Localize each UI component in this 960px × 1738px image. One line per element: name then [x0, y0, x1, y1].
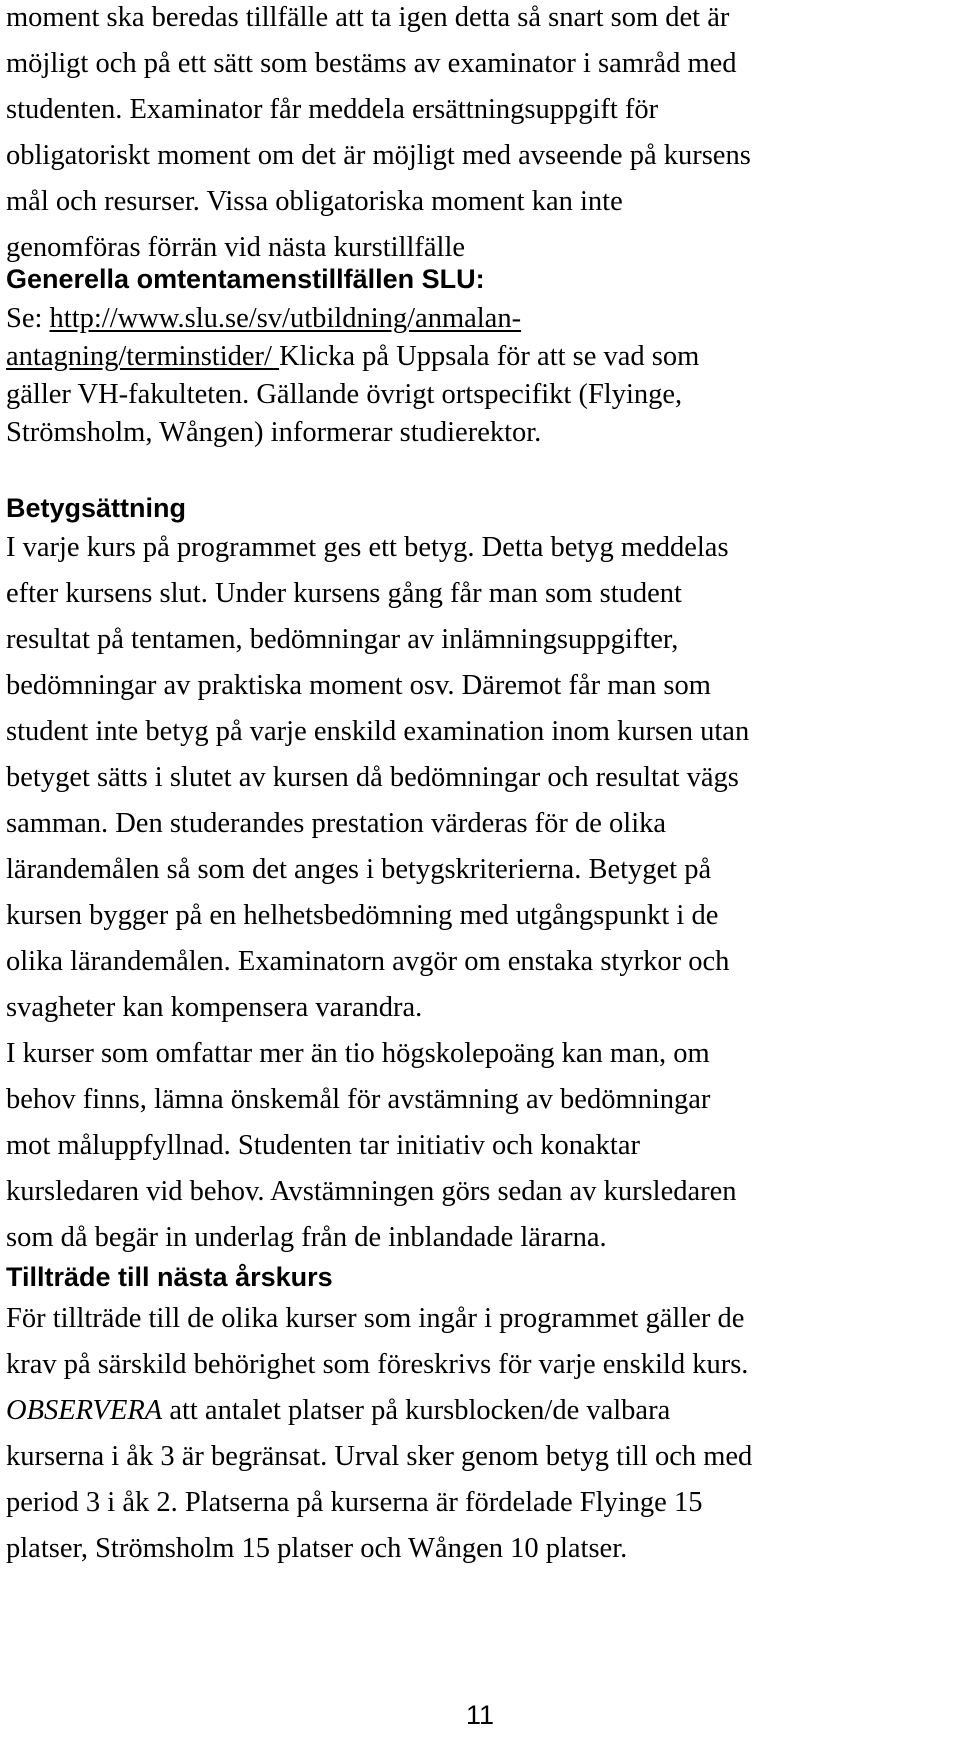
text-line: I varje kurs på programmet ges ett betyg. Detta betyg meddelas: [6, 532, 729, 563]
section-heading-slu: Generella omtentamenstillfällen SLU:: [6, 264, 485, 294]
text-line: Strömsholm, Wången) informerar studierektor.: [6, 417, 542, 448]
text-line: studenten. Examinator får meddela ersättningsuppgift för: [6, 94, 659, 125]
betyg-paragraph: [6, 525, 954, 1261]
terminstider-link[interactable]: http://www.slu.se/sv/utbildning/anmalan-: [49, 303, 522, 334]
link-trailing-text: Klicka på Uppsala för att se vad som: [279, 341, 700, 372]
text-line: behov finns, lämna önskemål för avstämning av bedömningar: [6, 1084, 711, 1115]
text-line: lärandemålen så som det anges i betygskriterierna. Betyget på: [6, 854, 712, 885]
text-line: mot måluppfyllnad. Studenten tar initiativ och konaktar: [6, 1130, 640, 1161]
intro-paragraph: [6, 0, 954, 271]
see-prefix: Se:: [6, 303, 50, 334]
slu-paragraph: [6, 300, 954, 452]
text-line: student inte betyg på varje enskild examination inom kursen utan: [6, 716, 750, 747]
text-line: genomföras förrän vid nästa kurstillfälle: [6, 232, 466, 263]
text-line: gäller VH-fakulteten. Gällande övrigt ortspecifikt (Flyinge,: [6, 379, 683, 410]
section-heading-betygsattning: Betygsättning: [6, 493, 187, 523]
section-heading-tilltrade: Tillträde till nästa årskurs: [6, 1262, 333, 1292]
text-line: kurserna i åk 3 är begränsat. Urval sker genom betyg till och med: [6, 1441, 753, 1472]
text-line: I kurser som omfattar mer än tio högskolepoäng kan man, om: [6, 1038, 710, 1069]
text-line: kursledaren vid behov. Avstämningen görs sedan av kursledaren: [6, 1176, 737, 1207]
text-line: krav på särskild behörighet som föreskrivs för varje enskild kurs.: [6, 1349, 749, 1380]
text-line: platser, Strömsholm 15 platser och Wången 10 platser.: [6, 1533, 628, 1564]
terminstider-link-continued[interactable]: antagning/terminstider/: [6, 341, 280, 372]
text-line: kursen bygger på en helhetsbedömning med utgångspunkt i de: [6, 900, 719, 931]
text-line: svagheter kan kompensera varandra.: [6, 992, 423, 1023]
text-line: betyget sätts i slutet av kursen då bedömningar och resultat vägs: [6, 762, 739, 793]
tilltrade-paragraph: [6, 1296, 954, 1572]
text-line: som då begär in underlag från de inblandade lärarna.: [6, 1222, 607, 1253]
text-line: moment ska beredas tillfälle att ta igen detta så snart som det är: [6, 2, 730, 33]
text-line: För tillträde till de olika kurser som ingår i programmet gäller de: [6, 1303, 745, 1334]
text-line: period 3 i åk 2. Platserna på kurserna är fördelade Flyinge 15: [6, 1487, 703, 1518]
text-line: möjligt och på ett sätt som bestäms av examinator i samråd med: [6, 48, 737, 79]
text-line: [6, 300, 954, 338]
text-line: samman. Den studerandes prestation värderas för de olika: [6, 808, 667, 839]
text-line: olika lärandemålen. Examinatorn avgör om enstaka styrkor och: [6, 946, 730, 977]
page-number: 11: [465, 1700, 495, 1730]
observera-trailing-text: att antalet platser på kursblocken/de valbara: [162, 1395, 671, 1426]
observera-emphasis: OBSERVERA: [6, 1395, 163, 1426]
text-line: efter kursens slut. Under kursens gång får man som student: [6, 578, 682, 609]
text-line: [6, 338, 954, 376]
text-line: resultat på tentamen, bedömningar av inlämningsuppgifter,: [6, 624, 679, 655]
text-line: [6, 1388, 954, 1434]
text-line: mål och resurser. Vissa obligatoriska moment kan inte: [6, 186, 623, 217]
text-line: obligatoriskt moment om det är möjligt med avseende på kursens: [6, 140, 751, 171]
text-line: bedömningar av praktiska moment osv. Däremot får man som: [6, 670, 711, 701]
